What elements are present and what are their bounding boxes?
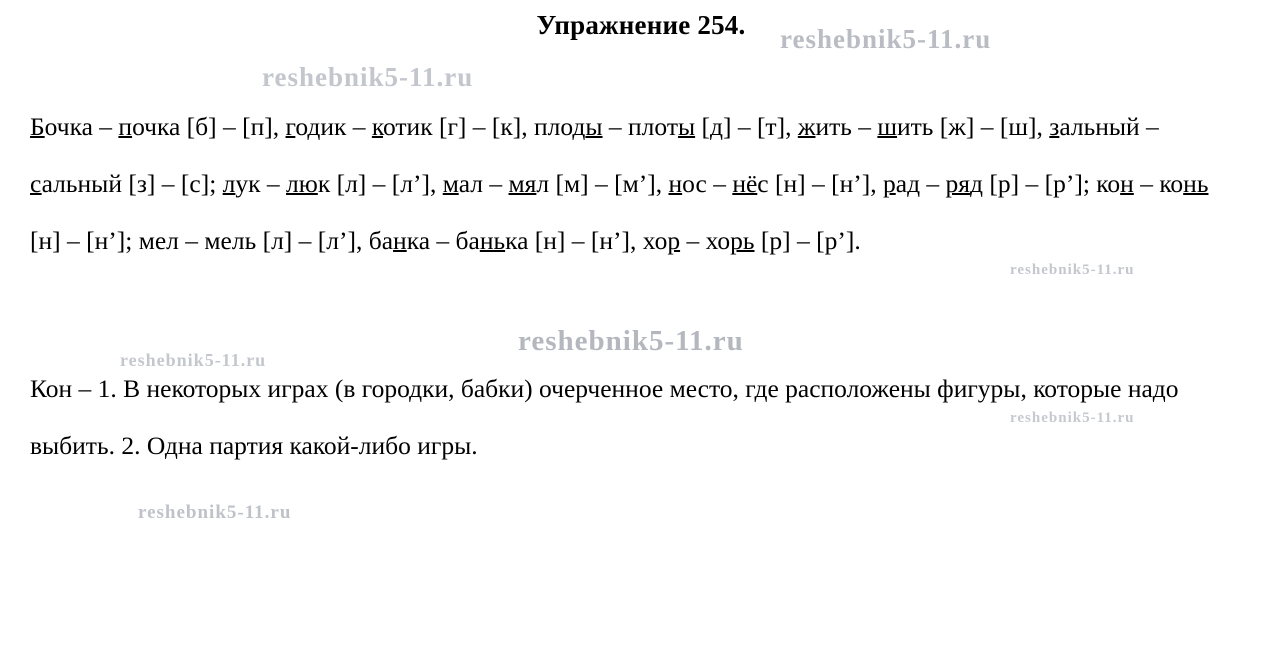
underlined-letter: м [442, 169, 459, 198]
text-run: ад – [895, 169, 946, 198]
watermark: reshebnik5-11.ru [518, 325, 744, 357]
text-run: л [м] – [м’], [536, 169, 669, 198]
underlined-letter: ря [945, 169, 971, 198]
underlined-letter: н [393, 226, 407, 255]
text-run: – хо [680, 226, 731, 255]
text-run: к [л] – [л’], [317, 169, 443, 198]
underlined-letter: ш [877, 112, 898, 141]
underlined-letter: г [285, 112, 296, 141]
watermark: reshebnik5-11.ru [1010, 410, 1135, 426]
watermark: reshebnik5-11.ru [1010, 262, 1135, 278]
text-run: ить [ж] – [ш], [897, 112, 1050, 141]
watermark: reshebnik5-11.ru [780, 24, 992, 54]
text-run: д [р] – [р’]; ко [970, 169, 1121, 198]
underlined-letter: нь [1183, 169, 1209, 198]
text-run: очка [б] – [п], [132, 112, 286, 141]
text-run: – ко [1133, 169, 1184, 198]
underlined-letter: р [883, 169, 896, 198]
underlined-letter: с [30, 169, 42, 198]
watermark: reshebnik5-11.ru [138, 502, 292, 523]
text-run: ос – [682, 169, 733, 198]
underlined-letter: ж [797, 112, 816, 141]
underlined-letter: н [1120, 169, 1134, 198]
text-run: альный – [1059, 112, 1166, 141]
underlined-letter: п [118, 112, 133, 141]
underlined-letter: н [668, 169, 683, 198]
text-run: ал – [458, 169, 509, 198]
text-run: – плот [602, 112, 678, 141]
underlined-letter: ы [677, 112, 696, 141]
paragraph-definition [30, 360, 1220, 474]
underlined-letter: р [667, 226, 681, 255]
text-run: ук – [235, 169, 287, 198]
text-run: альный [з] – [с]; [41, 169, 223, 198]
underlined-letter: л [222, 169, 236, 198]
text-run: ка – ба [406, 226, 480, 255]
underlined-letter: мя [508, 169, 537, 198]
paragraph-answer-pairs [30, 98, 1220, 269]
underlined-letter: Б [30, 112, 45, 141]
text-run: [д] – [т], [695, 112, 798, 141]
page-title: Упражнение 254. [536, 10, 746, 40]
underlined-letter: лю [286, 169, 318, 198]
text-run: отик [г] – [к], плод [382, 112, 586, 141]
text-run: с [н] – [н’], [757, 169, 883, 198]
underlined-letter: к [371, 112, 383, 141]
underlined-letter: ы [585, 112, 603, 141]
underlined-letter: нё [732, 169, 758, 198]
text-run: [н] – [н’]; мел – мель [л] – [л’], ба [30, 169, 1215, 255]
watermark: reshebnik5-11.ru [262, 62, 474, 92]
text-run: ить – [815, 112, 878, 141]
underlined-letter: з [1049, 112, 1060, 141]
watermark: reshebnik5-11.ru [120, 350, 267, 370]
text-run: одик – [295, 112, 372, 141]
text-run: ка [н] – [н’], хо [505, 226, 668, 255]
underlined-letter: нь [479, 226, 506, 255]
underlined-letter: рь [730, 226, 755, 255]
text-run: очка – [44, 112, 119, 141]
text-run: [р] – [р’]. [754, 226, 861, 255]
text-run: Кон – 1. В некоторых играх (в городки, бабки) очерченное место, где расположены фигуры, которые надо выбить. 2. Одна партия какой-либо игры. [30, 374, 1185, 460]
